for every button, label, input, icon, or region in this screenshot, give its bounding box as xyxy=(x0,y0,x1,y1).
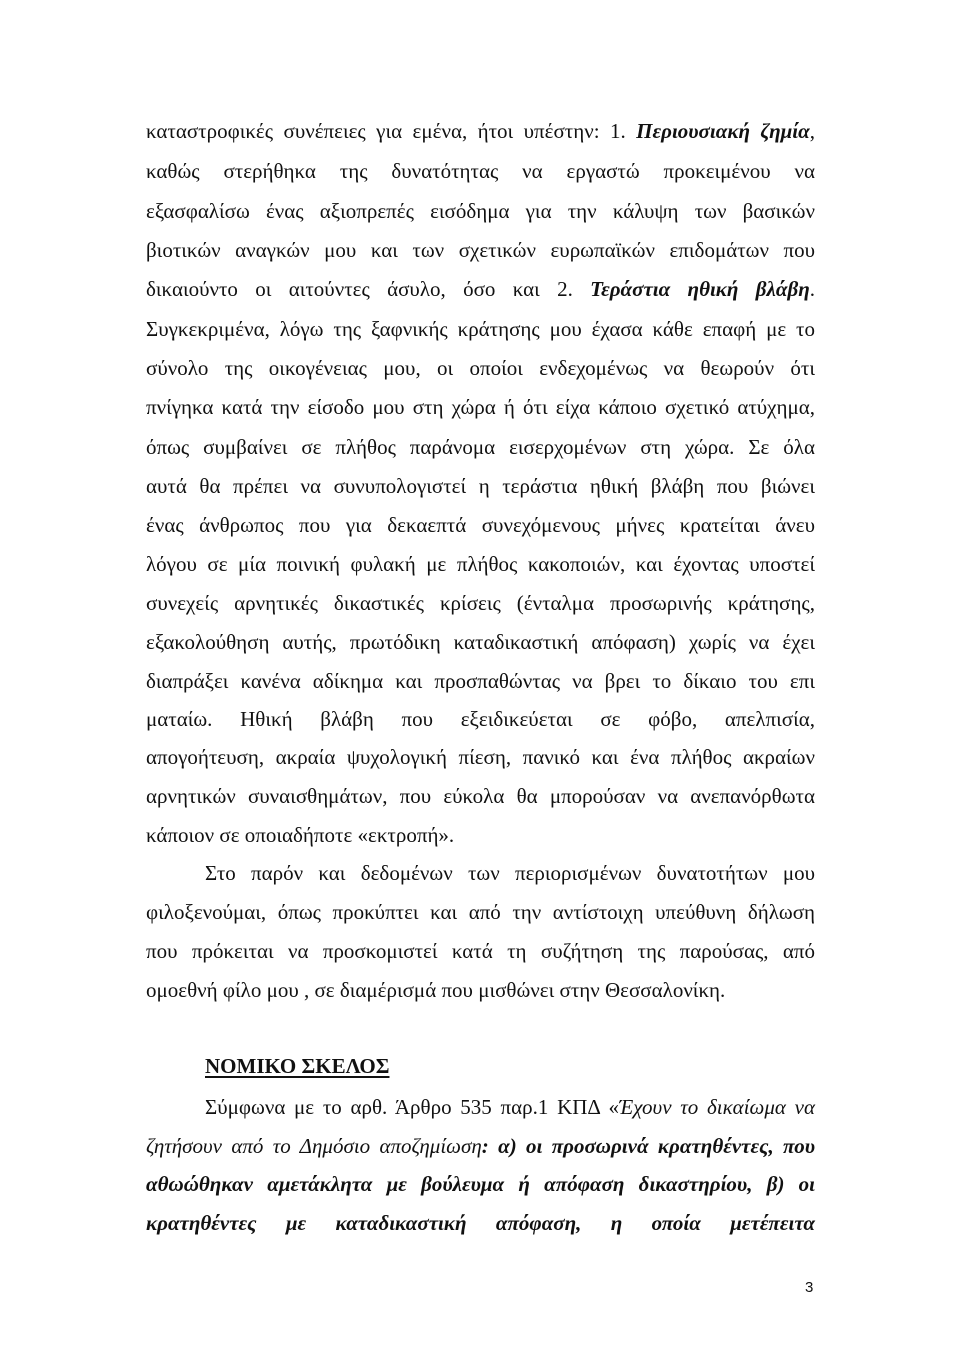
text-line: πνίγηκα κατά την είσοδο μου στη χώρα ή ότι είχα κάποιο σχετικό ατύχημα, xyxy=(146,395,815,419)
text-line: αθωώθηκαν αμετάκλητα με βούλευμα ή απόφαση δικαστηρίου, β) οι xyxy=(146,1172,815,1196)
text-line: κρατηθέντες με καταδικαστική απόφαση, η οποία μετέπειτα xyxy=(146,1211,815,1235)
text-line xyxy=(146,118,815,144)
text-line: καθώς στερήθηκα της δυνατότητας να εργαστώ προκειμένου να xyxy=(146,159,815,183)
emphasis-text: : α) οι προσωρινά κρατηθέντες, που xyxy=(481,1134,815,1158)
text-line: συνεχείς αρνητικές δικαστικές κρίσεις (ένταλμα προσωρινής κράτησης, xyxy=(146,591,815,615)
text-line: σύνολο της οικογένειας μου, οι οποίοι ενδεχομένως να θεωρούν ότι xyxy=(146,356,815,380)
text-line: φιλοξενούμαι, όπως προκύπτει και από την αντίστοιχη υπεύθυνη δήλωση xyxy=(146,900,815,924)
italic-text: Έχουν το δικαίωμα να xyxy=(619,1095,815,1119)
text-line: εξασφαλίσω ένας αξιοπρεπές εισόδημα για την κάλυψη των βασικών xyxy=(146,199,815,223)
text-run: δικαιούντο οι αιτούντες άσυλο, όσο και 2. xyxy=(146,277,591,301)
text-line: εξακολούθηση αυτής, πρωτόδικη καταδικαστική απόφαση) χωρίς να έχει xyxy=(146,630,815,654)
text-line: όπως συμβαίνει σε πλήθος παράνομα εισερχομένων στη χώρα. Σε όλα xyxy=(146,435,815,459)
text-line: αυτά θα πρέπει να συνυπολογιστεί η τεράστια ηθική βλάβη που βιώνει xyxy=(146,474,815,498)
text-line xyxy=(146,276,815,302)
text-line: διαπράξει κανένα αδίκημα και προσπαθώντας να βρει το δίκαιο του επι xyxy=(146,669,815,693)
emphasis-text: Περιουσιακή ζημία xyxy=(636,119,810,143)
text-run: Σύμφωνα με το αρθ. Άρθρο 535 παρ.1 ΚΠΔ « xyxy=(205,1095,619,1119)
text-run: . xyxy=(809,277,815,301)
text-line: Στο παρόν και δεδομένων των περιορισμένων δυνατοτήτων μου xyxy=(205,861,815,885)
text-line xyxy=(146,1133,815,1159)
text-line: ματαίω. Ηθική βλάβη που εξειδικεύεται σε φόβο, απελπισία, xyxy=(146,707,815,731)
text-line: κάποιον σε οποιαδήποτε «εκτροπή». xyxy=(146,823,455,847)
text-line: λόγου σε μία ποινική φυλακή με πλήθος κακοποιών, και έχοντας υποστεί xyxy=(146,552,815,576)
emphasis-text: Τεράστια ηθική βλάβη xyxy=(590,277,810,301)
text-line: αρνητικών συναισθημάτων, που εύκολα θα μπορούσαν να ανεπανόρθωτα xyxy=(146,784,815,808)
text-line: ένας άνθρωπος που για δεκαεπτά συνεχόμενους μήνες κρατείται άνευ xyxy=(146,513,815,537)
text-line: απογοήτευση, ακραία ψυχολογική πίεση, πανικό και ένα πλήθος ακραίων xyxy=(146,745,815,769)
text-run: , xyxy=(809,119,816,143)
page-number: 3 xyxy=(805,1279,814,1296)
text-line: Συγκεκριμένα, λόγω της ξαφνικής κράτησης μου έχασα κάθε επαφή με το xyxy=(146,317,815,341)
text-line: βιοτικών αναγκών μου και των σχετικών ευρωπαϊκών επιδομάτων που xyxy=(146,238,815,262)
text-line: ομοεθνή φίλο μου , σε διαμέρισμά που μισθώνει στην Θεσσαλονίκη. xyxy=(146,978,726,1002)
italic-text: ζητήσουν από το Δημόσιο αποζημίωση xyxy=(146,1134,482,1158)
text-run: καταστροφικές συνέπειες για εμένα, ήτοι υπέστην: 1. xyxy=(146,119,637,143)
section-heading: ΝΟΜΙΚΟ ΣΚΕΛΟΣ xyxy=(205,1054,390,1078)
text-line: που πρόκειται να προσκομιστεί κατά τη συζήτηση της παρούσας, από xyxy=(146,939,815,963)
text-line xyxy=(205,1094,815,1120)
